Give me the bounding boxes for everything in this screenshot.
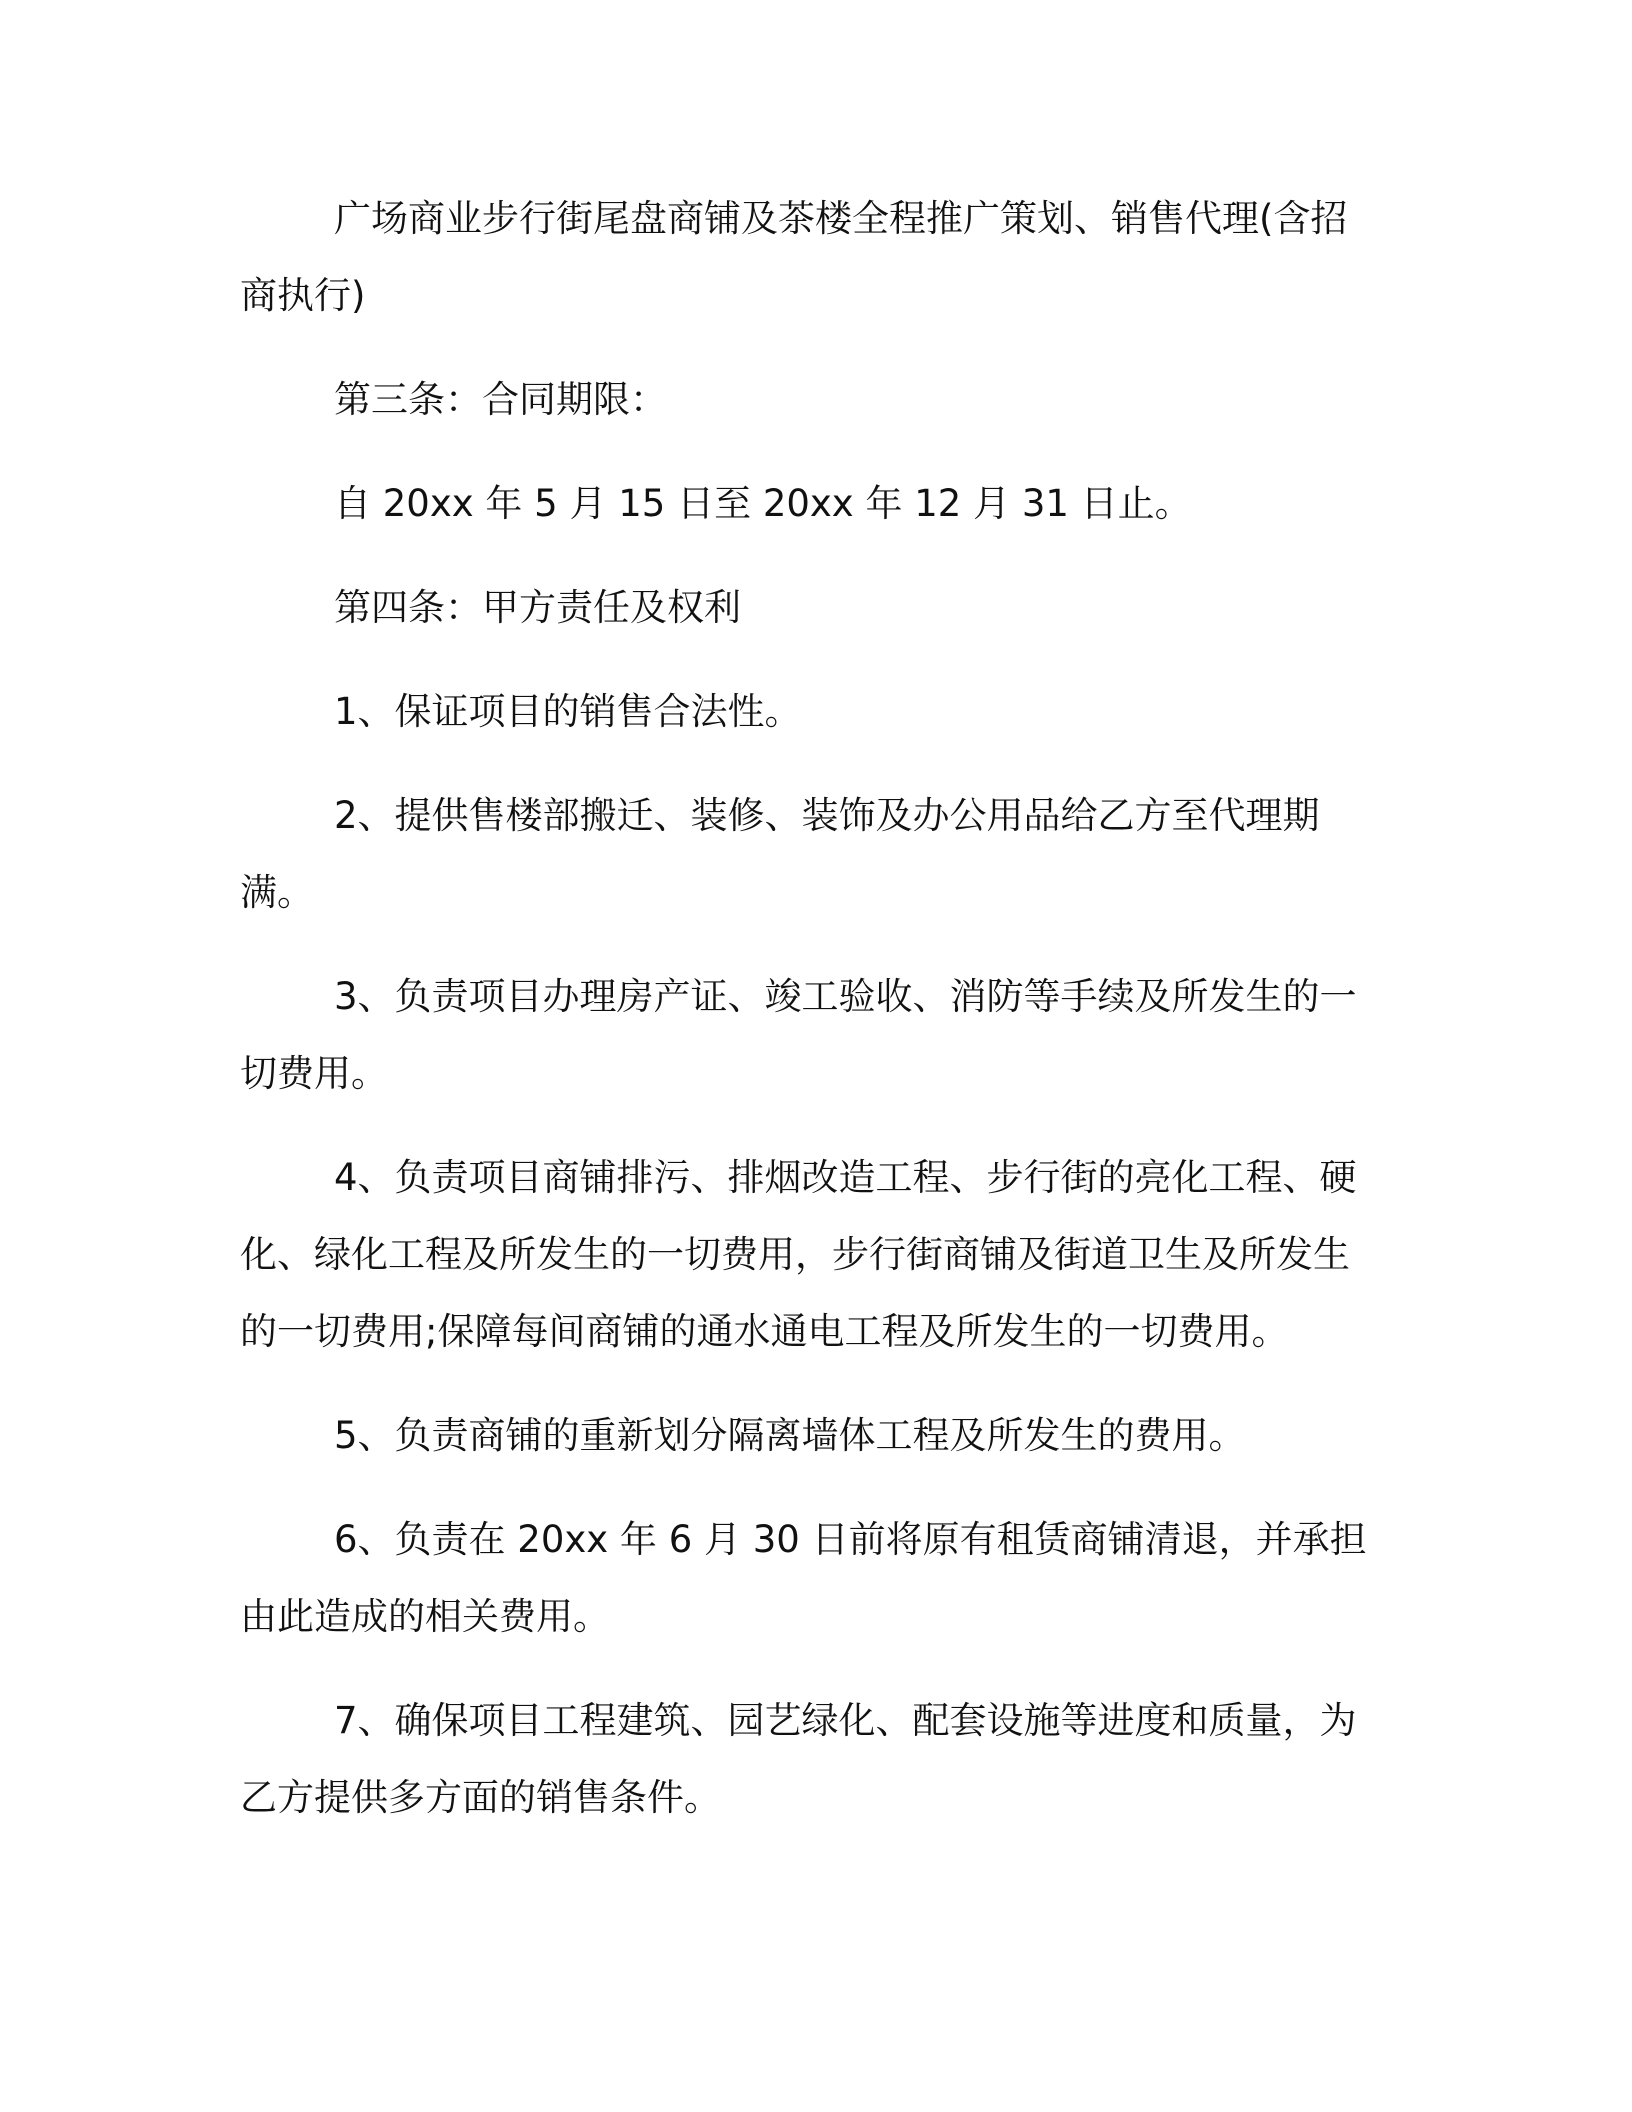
- list-item-7: 7、确保项目工程建筑、园艺绿化、配套设施等进度和质量，为乙方提供多方面的销售条件。: [240, 1699, 1357, 1819]
- list-item-2: 2、提供售楼部搬迁、装修、装饰及办公用品给乙方至代理期满。: [240, 794, 1320, 914]
- paragraph-contract-term: 自 20xx 年 5 月 15 日至 20xx 年 12 月 31 日止。: [334, 482, 1192, 525]
- heading-article-3: 第三条：合同期限：: [334, 378, 667, 421]
- list-item-4: 4、负责项目商铺排污、排烟改造工程、步行街的亮化工程、硬化、绿化工程及所发生的一切费用，步行街商铺及街道卫生及所发生的一切费用;保障每间商铺的通水通电工程及所发生的一切费用。: [240, 1156, 1357, 1353]
- heading-article-4: 第四条：甲方责任及权利: [334, 586, 741, 629]
- list-item-5: 5、负责商铺的重新划分隔离墙体工程及所发生的费用。: [334, 1414, 1246, 1457]
- document-body: [240, 180, 1380, 1863]
- list-item-3: 3、负责项目办理房产证、竣工验收、消防等手续及所发生的一切费用。: [240, 975, 1357, 1095]
- list-item-6: 6、负责在 20xx 年 6 月 30 日前将原有租赁商铺清退，并承担由此造成的相关费用。: [240, 1518, 1367, 1638]
- paragraph-scope: 广场商业步行街尾盘商铺及茶楼全程推广策划、销售代理(含招商执行): [240, 197, 1348, 317]
- list-item-1: 1、保证项目的销售合法性。: [334, 690, 802, 733]
